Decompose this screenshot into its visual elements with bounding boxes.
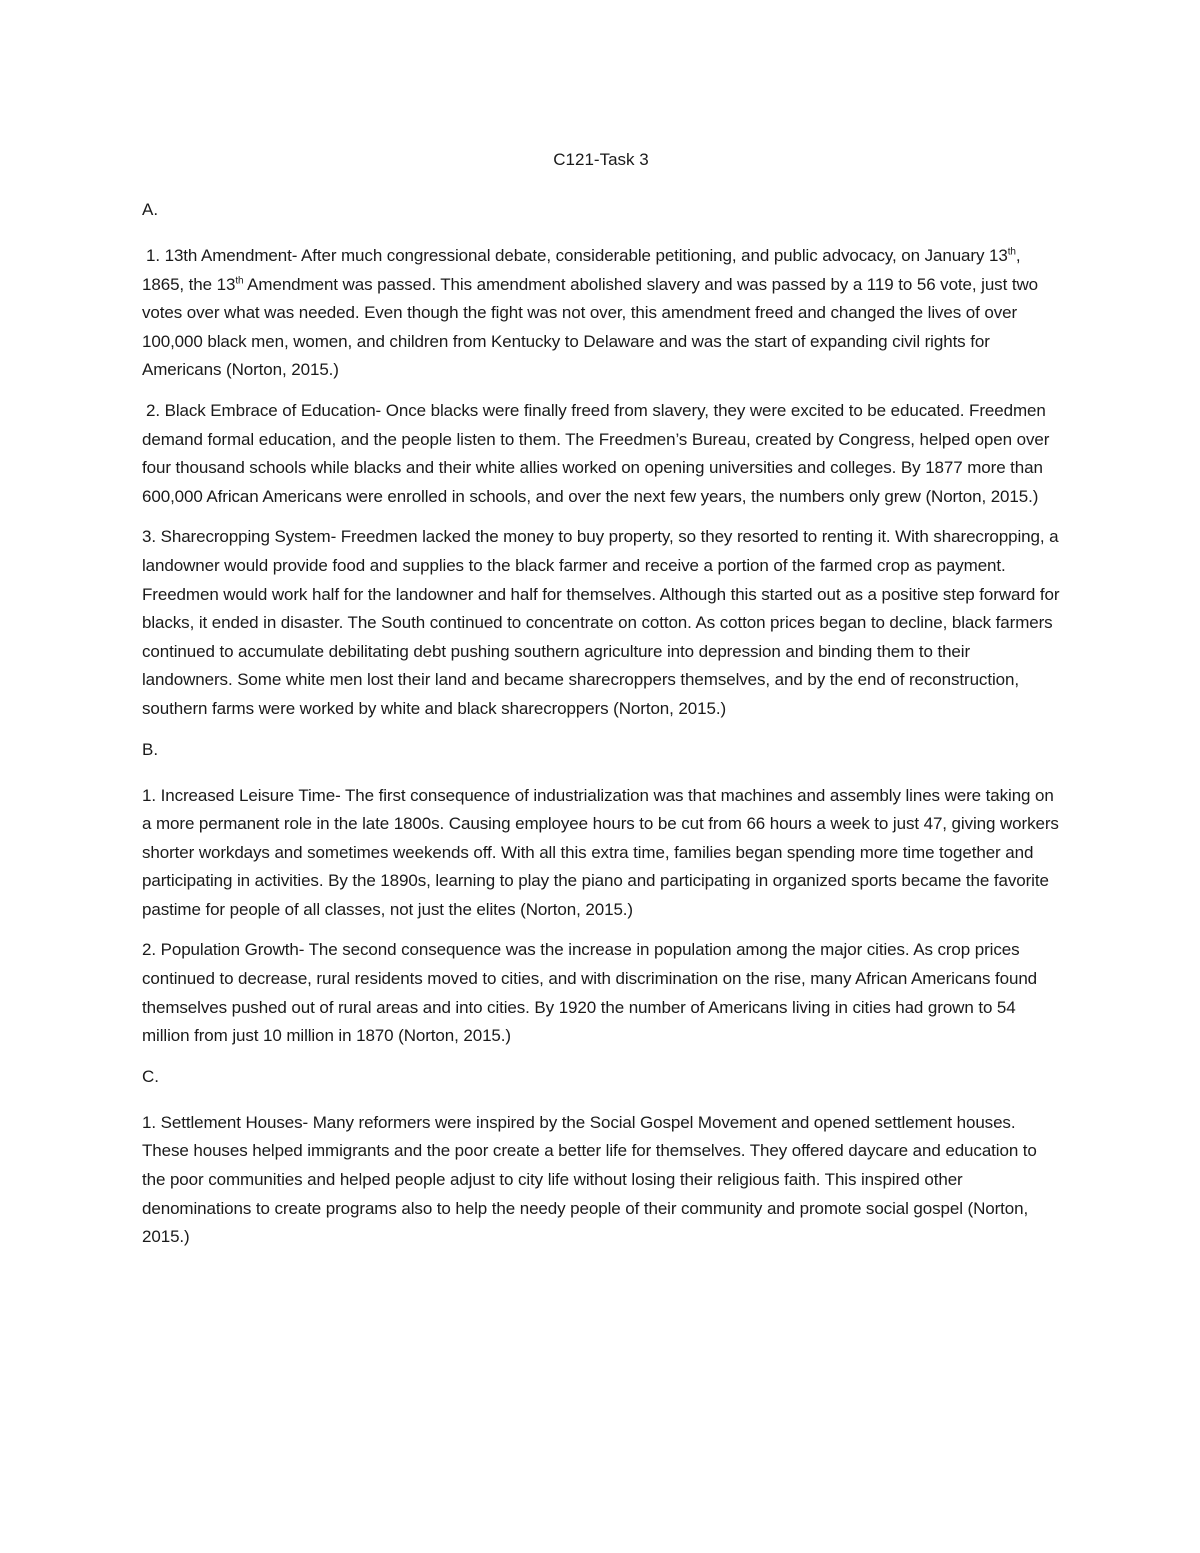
section-c-item-1: 1. Settlement Houses- Many reformers were inspired by the Social Gospel Movement and opened settlement houses. These houses helped immigrants and the poor create a better life for themselves. They offered daycare and education to the poor communities and helped people adjust to city life without losing their religious faith. This inspired other denominations to create programs also to help the needy people of their community and promote social gospel (Norton, 2015.) bbox=[142, 1112, 1037, 1247]
section-b-item-1: 1. Increased Leisure Time- The first consequence of industrialization was that machines and assembly lines were taking on a more permanent role in the late 1800s. Causing employee hours to be cut from 66 hours a week to just 47, giving workers shorter workdays and sometimes weekends off. With all this extra time, families began spending more time together and participating in activities. By the 1890s, learning to play the piano and participating in organized sports became the favorite pastime for people of all classes, not just the elites (Norton, 2015.) bbox=[142, 785, 1059, 919]
section-b-item-2: 2. Population Growth- The second consequence was the increase in population among the major cities. As crop prices continued to decrease, rural residents moved to cities, and with discrimination on the rise, many African Americans found themselves pushed out of rural areas and into cities. By 1920 the number of Americans living in cities had grown to 54 million from just 10 million in 1870 (Norton, 2015.) bbox=[142, 940, 1038, 1046]
section-c-label: C. bbox=[142, 1066, 159, 1086]
superscript: th bbox=[1007, 246, 1016, 258]
section-a-item-1 bbox=[142, 242, 1060, 385]
section-b-label: B. bbox=[142, 739, 159, 759]
item-text-part: Amendment was passed. This amendment abolished slavery and was passed by a 119 to 56 vote, just two votes over what was needed. Even though the fight was not over, this amendment freed and changed the lives of over 100,000 black men, women, and children from Kentucky to Delaware and was the start of expanding civil rights for Americans (Norton, 2015.) bbox=[142, 274, 1038, 380]
section-a-item-3: 3. Sharecropping System- Freedmen lacked the money to buy property, so they resorted to renting it. With sharecropping, a landowner would provide food and supplies to the black farmer and receive a portion of the farmed crop as payment. Freedmen would work half for the landowner and half for themselves. Although this started out as a positive step forward for blacks, it ended in disaster. The South continued to concentrate on cotton. As cotton prices began to decline, black farmers continued to accumulate debilitating debt pushing southern agriculture into depression and binding them to their landowners. Some white men lost their land and became sharecroppers themselves, and by the end of reconstruction, southern farms were worked by white and black sharecroppers (Norton, 2015.) bbox=[142, 527, 1060, 718]
item-text-part: , 1865, the 13 bbox=[142, 246, 1021, 294]
document-page bbox=[142, 146, 1060, 1264]
section-a-item-2: 2. Black Embrace of Education- Once blacks were finally freed from slavery, they were excited to be educated. Freedmen demand formal education, and the people listen to them. The Freedmen’s Bureau, created by Congress, helped open over four thousand schools while blacks and their white allies worked on opening universities and colleges. By 1877 more than 600,000 African Americans were enrolled in schools, and over the next few years, the numbers only grew (Norton, 2015.) bbox=[142, 400, 1050, 506]
document-title: C121-Task 3 bbox=[553, 150, 649, 169]
superscript: th bbox=[235, 274, 244, 286]
section-a-label: A. bbox=[142, 200, 159, 219]
item-text-part: 1. 13th Amendment- After much congressional debate, considerable petitioning, and public advocacy, on January 13 bbox=[146, 246, 1008, 265]
